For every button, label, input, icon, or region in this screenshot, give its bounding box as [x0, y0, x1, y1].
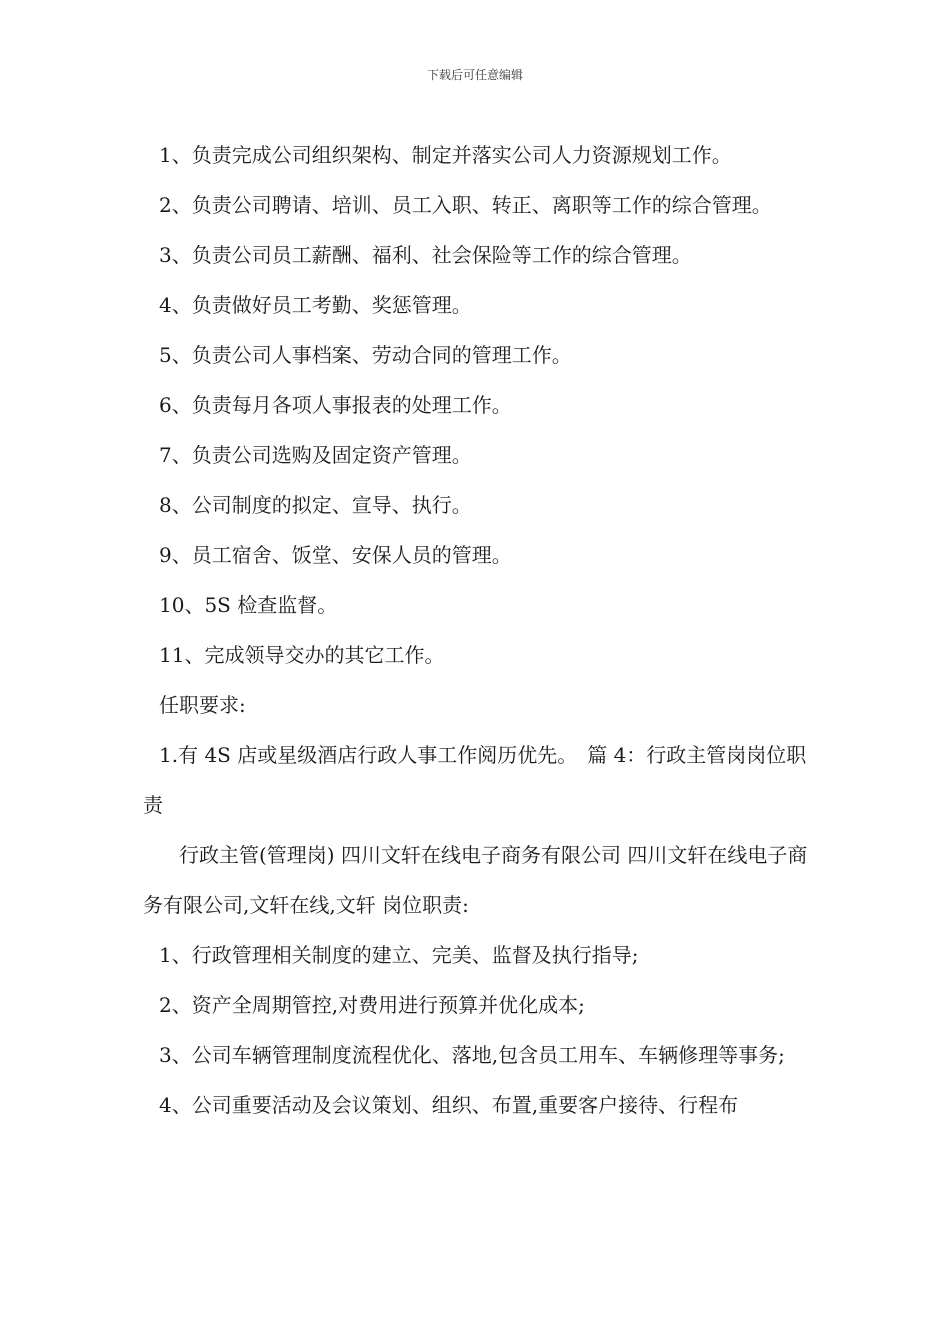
paragraph-9: 9、员工宿舍、饭堂、安保人员的管理。: [159, 543, 512, 567]
paragraph-4: 4、负责做好员工考勤、奖惩管理。: [159, 293, 472, 317]
duty-3: 3、公司车辆管理制度流程优化、落地,包含员工用车、车辆修理等事务;: [159, 1043, 785, 1067]
paragraph-5: 5、负责公司人事档案、劳动合同的管理工作。: [159, 343, 572, 367]
paragraph-8: 8、公司制度的拟定、宣导、执行。: [159, 493, 472, 517]
duty-4: 4、公司重要活动及会议策划、组织、布置,重要客户接待、行程布: [159, 1093, 739, 1117]
paragraph-7: 7、负责公司选购及固定资产管理。: [159, 443, 472, 467]
paragraph-10: 10、5S 检查监督。: [159, 593, 338, 617]
requirement-1: 1.有 4S 店或星级酒店行政人事工作阅历优先。 篇 4：行政主管岗岗位职责: [143, 743, 807, 817]
duty-1: 1、行政管理相关制度的建立、完美、监督及执行指导;: [159, 943, 639, 967]
paragraph-3: 3、负责公司员工薪酬、福利、社会保险等工作的综合管理。: [159, 243, 692, 267]
paragraph-11: 11、完成领导交办的其它工作。: [159, 643, 445, 667]
job-intro: 行政主管(管理岗) 四川文轩在线电子商务有限公司 四川文轩在线电子商务有限公司,文轩在线,文轩 岗位职责:: [143, 843, 808, 917]
requirements-heading: 任职要求:: [159, 693, 246, 717]
paragraph-1: 1、负责完成公司组织架构、制定并落实公司人力资源规划工作。: [159, 143, 732, 167]
document-body: [143, 130, 811, 1130]
paragraph-6: 6、负责每月各项人事报表的处理工作。: [159, 393, 512, 417]
duty-2: 2、资产全周期管控,对费用进行预算并优化成本;: [159, 993, 585, 1017]
paragraph-2: 2、负责公司聘请、培训、员工入职、转正、离职等工作的综合管理。: [159, 193, 772, 217]
page-header: 下载后可任意编辑: [426, 68, 523, 82]
